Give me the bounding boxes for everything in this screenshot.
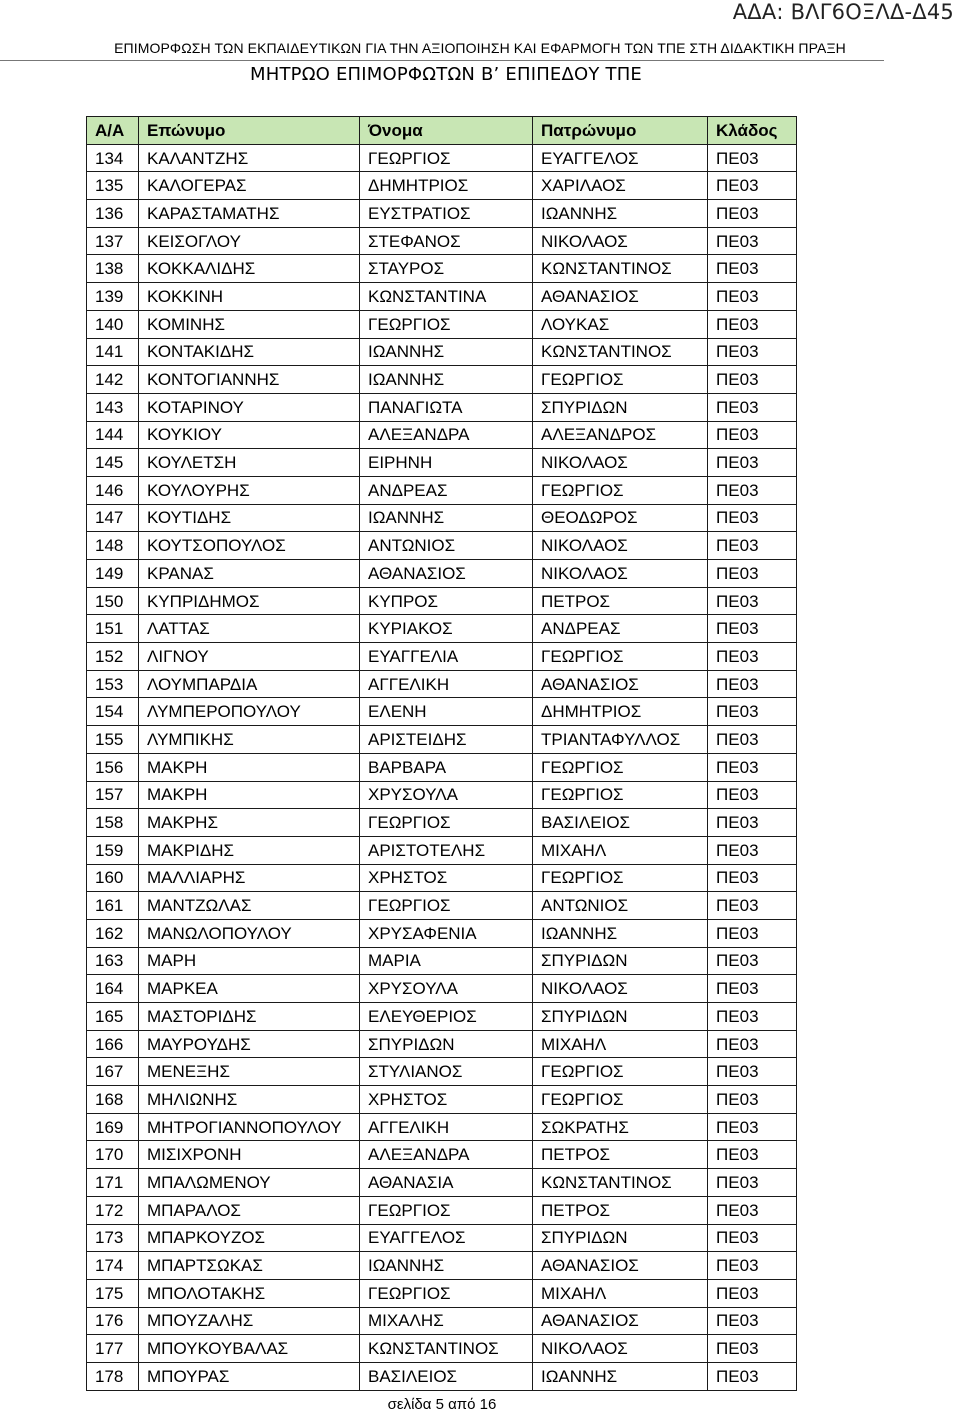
cell-father-name: ΔΗΜΗΤΡΙΟΣ <box>533 698 708 726</box>
cell-surname: ΚΥΠΡΙΔΗΜΟΣ <box>139 587 360 615</box>
cell-father-name: ΑΘΑΝΑΣΙΟΣ <box>533 670 708 698</box>
cell-aa: 148 <box>87 532 139 560</box>
cell-aa: 175 <box>87 1279 139 1307</box>
cell-father-name: ΑΝΤΩΝΙΟΣ <box>533 892 708 920</box>
cell-surname: ΜΑΚΡΙΔΗΣ <box>139 836 360 864</box>
cell-name: ΑΡΙΣΤΕΙΔΗΣ <box>360 726 533 754</box>
cell-name: ΓΕΩΡΓΙΟΣ <box>360 809 533 837</box>
cell-specialty: ΠΕ03 <box>708 975 797 1003</box>
cell-father-name: ΣΠΥΡΙΔΩΝ <box>533 393 708 421</box>
column-header-aa: Α/Α <box>87 117 139 145</box>
cell-surname: ΛΟΥΜΠΑΡΔΙΑ <box>139 670 360 698</box>
cell-father-name: ΕΥΑΓΓΕΛΟΣ <box>533 144 708 172</box>
program-title: ΕΠΙΜΟΡΦΩΣΗ ΤΩΝ ΕΚΠΑΙΔΕΥΤΙΚΩΝ ΓΙΑ ΤΗΝ ΑΞΙΟΠΟΙΗΣΗ ΚΑΙ ΕΦΑΡΜΟΓΗ ΤΩΝ ΤΠΕ ΣΤΗ ΔΙΔΑΚΤΙΚΗ ΠΡΑΞΗ <box>114 40 846 56</box>
table-row <box>87 144 797 172</box>
cell-name: ΜΑΡΙΑ <box>360 947 533 975</box>
cell-aa: 138 <box>87 255 139 283</box>
cell-aa: 154 <box>87 698 139 726</box>
cell-aa: 149 <box>87 560 139 588</box>
table-row <box>87 338 797 366</box>
cell-name: ΑΛΕΞΑΝΔΡΑ <box>360 1141 533 1169</box>
cell-father-name: ΑΘΑΝΑΣΙΟΣ <box>533 283 708 311</box>
cell-father-name: ΘΕΟΔΩΡΟΣ <box>533 504 708 532</box>
cell-name: ΧΡΗΣΤΟΣ <box>360 1086 533 1114</box>
cell-name: ΓΕΩΡΓΙΟΣ <box>360 892 533 920</box>
cell-father-name: ΜΙΧΑΗΛ <box>533 1030 708 1058</box>
cell-name: ΧΡΥΣΟΥΛΑ <box>360 975 533 1003</box>
cell-specialty: ΠΕ03 <box>708 1030 797 1058</box>
table-row <box>87 975 797 1003</box>
cell-aa: 169 <box>87 1113 139 1141</box>
cell-surname: ΚΟΝΤΟΓΙΑΝΝΗΣ <box>139 366 360 394</box>
cell-specialty: ΠΕ03 <box>708 1196 797 1224</box>
cell-surname: ΜΑΡΚΕΑ <box>139 975 360 1003</box>
cell-surname: ΜΑΣΤΟΡΙΔΗΣ <box>139 1003 360 1031</box>
cell-father-name: ΣΩΚΡΑΤΗΣ <box>533 1113 708 1141</box>
cell-specialty: ΠΕ03 <box>708 560 797 588</box>
cell-aa: 135 <box>87 172 139 200</box>
cell-aa: 168 <box>87 1086 139 1114</box>
cell-specialty: ΠΕ03 <box>708 615 797 643</box>
cell-specialty: ΠΕ03 <box>708 781 797 809</box>
table-row <box>87 1279 797 1307</box>
cell-specialty: ΠΕ03 <box>708 393 797 421</box>
cell-father-name: ΣΠΥΡΙΔΩΝ <box>533 1224 708 1252</box>
cell-specialty: ΠΕ03 <box>708 1003 797 1031</box>
cell-name: ΧΡΥΣΟΥΛΑ <box>360 781 533 809</box>
cell-name: ΙΩΑΝΝΗΣ <box>360 1252 533 1280</box>
column-header-surname: Επώνυμο <box>139 117 360 145</box>
cell-specialty: ΠΕ03 <box>708 227 797 255</box>
cell-specialty: ΠΕ03 <box>708 504 797 532</box>
cell-name: ΧΡΗΣΤΟΣ <box>360 864 533 892</box>
cell-father-name: ΙΩΑΝΝΗΣ <box>533 1362 708 1390</box>
cell-surname: ΜΠΑΡΚΟΥΖΟΣ <box>139 1224 360 1252</box>
cell-name: ΑΛΕΞΑΝΔΡΑ <box>360 421 533 449</box>
cell-aa: 158 <box>87 809 139 837</box>
cell-specialty: ΠΕ03 <box>708 836 797 864</box>
cell-name: ΓΕΩΡΓΙΟΣ <box>360 144 533 172</box>
cell-surname: ΚΟΥΛΕΤΣΗ <box>139 449 360 477</box>
cell-name: ΜΙΧΑΛΗΣ <box>360 1307 533 1335</box>
cell-father-name: ΑΘΑΝΑΣΙΟΣ <box>533 1307 708 1335</box>
cell-aa: 161 <box>87 892 139 920</box>
cell-specialty: ΠΕ03 <box>708 449 797 477</box>
cell-aa: 156 <box>87 753 139 781</box>
cell-surname: ΚΑΛΑΝΤΖΗΣ <box>139 144 360 172</box>
cell-specialty: ΠΕ03 <box>708 476 797 504</box>
cell-surname: ΚΑΛΟΓΕΡΑΣ <box>139 172 360 200</box>
table-row <box>87 200 797 228</box>
cell-surname: ΜΠΟΛΟΤΑΚΗΣ <box>139 1279 360 1307</box>
cell-father-name: ΓΕΩΡΓΙΟΣ <box>533 1086 708 1114</box>
table-row <box>87 587 797 615</box>
table-row <box>87 476 797 504</box>
cell-father-name: ΓΕΩΡΓΙΟΣ <box>533 753 708 781</box>
cell-aa: 178 <box>87 1362 139 1390</box>
cell-aa: 160 <box>87 864 139 892</box>
cell-specialty: ΠΕ03 <box>708 643 797 671</box>
cell-surname: ΚΟΚΚΙΝΗ <box>139 283 360 311</box>
cell-father-name: ΓΕΩΡΓΙΟΣ <box>533 1058 708 1086</box>
table-row <box>87 172 797 200</box>
cell-aa: 166 <box>87 1030 139 1058</box>
cell-father-name: ΜΙΧΑΗΛ <box>533 1279 708 1307</box>
table-row <box>87 781 797 809</box>
cell-aa: 177 <box>87 1335 139 1363</box>
cell-aa: 165 <box>87 1003 139 1031</box>
cell-specialty: ΠΕ03 <box>708 421 797 449</box>
table-row <box>87 615 797 643</box>
cell-name: ΑΘΑΝΑΣΙΑ <box>360 1169 533 1197</box>
cell-specialty: ΠΕ03 <box>708 726 797 754</box>
cell-name: ΕΥΑΓΓΕΛΟΣ <box>360 1224 533 1252</box>
cell-surname: ΚΡΑΝΑΣ <box>139 560 360 588</box>
cell-aa: 136 <box>87 200 139 228</box>
cell-surname: ΜΠΑΡΤΣΩΚΑΣ <box>139 1252 360 1280</box>
column-header-name: Όνομα <box>360 117 533 145</box>
cell-specialty: ΠΕ03 <box>708 809 797 837</box>
table-body <box>87 144 797 1390</box>
table-row <box>87 532 797 560</box>
table-row <box>87 753 797 781</box>
cell-name: ΣΤΕΦΑΝΟΣ <box>360 227 533 255</box>
cell-surname: ΛΙΓΝΟΥ <box>139 643 360 671</box>
cell-specialty: ΠΕ03 <box>708 1058 797 1086</box>
cell-father-name: ΠΕΤΡΟΣ <box>533 587 708 615</box>
cell-father-name: ΚΩΝΣΤΑΝΤΙΝΟΣ <box>533 1169 708 1197</box>
cell-specialty: ΠΕ03 <box>708 532 797 560</box>
cell-father-name: ΓΕΩΡΓΙΟΣ <box>533 781 708 809</box>
cell-father-name: ΝΙΚΟΛΑΟΣ <box>533 227 708 255</box>
table-row <box>87 504 797 532</box>
table-row <box>87 809 797 837</box>
cell-specialty: ΠΕ03 <box>708 366 797 394</box>
cell-name: ΣΤΥΛΙΑΝΟΣ <box>360 1058 533 1086</box>
cell-father-name: ΠΕΤΡΟΣ <box>533 1141 708 1169</box>
cell-specialty: ΠΕ03 <box>708 1169 797 1197</box>
table-row <box>87 1086 797 1114</box>
cell-specialty: ΠΕ03 <box>708 200 797 228</box>
table-row <box>87 1003 797 1031</box>
cell-name: ΓΕΩΡΓΙΟΣ <box>360 1279 533 1307</box>
cell-specialty: ΠΕ03 <box>708 1252 797 1280</box>
table-row <box>87 836 797 864</box>
cell-aa: 167 <box>87 1058 139 1086</box>
table-row <box>87 366 797 394</box>
cell-specialty: ΠΕ03 <box>708 1279 797 1307</box>
cell-name: ΓΕΩΡΓΙΟΣ <box>360 1196 533 1224</box>
cell-father-name: ΚΩΝΣΤΑΝΤΙΝΟΣ <box>533 255 708 283</box>
cell-aa: 142 <box>87 366 139 394</box>
cell-aa: 144 <box>87 421 139 449</box>
cell-name: ΙΩΑΝΝΗΣ <box>360 504 533 532</box>
cell-father-name: ΓΕΩΡΓΙΟΣ <box>533 476 708 504</box>
cell-name: ΕΛΕΝΗ <box>360 698 533 726</box>
cell-father-name: ΣΠΥΡΙΔΩΝ <box>533 947 708 975</box>
cell-aa: 157 <box>87 781 139 809</box>
cell-surname: ΚΟΥΤΣΟΠΟΥΛΟΣ <box>139 532 360 560</box>
cell-specialty: ΠΕ03 <box>708 172 797 200</box>
cell-surname: ΜΠΟΥΚΟΥΒΑΛΑΣ <box>139 1335 360 1363</box>
cell-aa: 164 <box>87 975 139 1003</box>
cell-aa: 147 <box>87 504 139 532</box>
cell-father-name: ΑΛΕΞΑΝΔΡΟΣ <box>533 421 708 449</box>
cell-name: ΕΥΣΤΡΑΤΙΟΣ <box>360 200 533 228</box>
table-row <box>87 1224 797 1252</box>
table-row <box>87 643 797 671</box>
table-row <box>87 1030 797 1058</box>
cell-father-name: ΝΙΚΟΛΑΟΣ <box>533 449 708 477</box>
cell-aa: 163 <box>87 947 139 975</box>
cell-surname: ΜΠΑΡΑΛΟΣ <box>139 1196 360 1224</box>
cell-father-name: ΜΙΧΑΗΛ <box>533 836 708 864</box>
cell-father-name: ΑΘΑΝΑΣΙΟΣ <box>533 1252 708 1280</box>
cell-specialty: ΠΕ03 <box>708 255 797 283</box>
cell-specialty: ΠΕ03 <box>708 1141 797 1169</box>
cell-father-name: ΝΙΚΟΛΑΟΣ <box>533 560 708 588</box>
cell-father-name: ΓΕΩΡΓΙΟΣ <box>533 864 708 892</box>
cell-father-name: ΙΩΑΝΝΗΣ <box>533 919 708 947</box>
cell-surname: ΚΟΤΑΡΙΝΟΥ <box>139 393 360 421</box>
cell-aa: 141 <box>87 338 139 366</box>
cell-specialty: ΠΕ03 <box>708 310 797 338</box>
cell-father-name: ΓΕΩΡΓΙΟΣ <box>533 643 708 671</box>
table-row <box>87 283 797 311</box>
table-row <box>87 449 797 477</box>
cell-father-name: ΙΩΑΝΝΗΣ <box>533 200 708 228</box>
registry-title: ΜΗΤΡΩΟ ΕΠΙΜΟΡΦΩΤΩΝ Β’ ΕΠΙΠΕΔΟΥ ΤΠΕ <box>250 64 643 85</box>
cell-surname: ΜΑΚΡΗ <box>139 781 360 809</box>
cell-specialty: ΠΕ03 <box>708 144 797 172</box>
cell-aa: 174 <box>87 1252 139 1280</box>
cell-father-name: ΛΟΥΚΑΣ <box>533 310 708 338</box>
table-row <box>87 1362 797 1390</box>
cell-surname: ΚΟΜΙΝΗΣ <box>139 310 360 338</box>
cell-specialty: ΠΕ03 <box>708 1307 797 1335</box>
cell-surname: ΜΗΤΡΟΓΙΑΝΝΟΠΟΥΛΟΥ <box>139 1113 360 1141</box>
table-row <box>87 560 797 588</box>
cell-father-name: ΓΕΩΡΓΙΟΣ <box>533 366 708 394</box>
table-row <box>87 1113 797 1141</box>
cell-father-name: ΑΝΔΡΕΑΣ <box>533 615 708 643</box>
cell-name: ΙΩΑΝΝΗΣ <box>360 366 533 394</box>
cell-aa: 153 <box>87 670 139 698</box>
table-row <box>87 1058 797 1086</box>
cell-aa: 139 <box>87 283 139 311</box>
cell-surname: ΛΑΤΤΑΣ <box>139 615 360 643</box>
cell-surname: ΚΟΚΚΑΛΙΔΗΣ <box>139 255 360 283</box>
cell-surname: ΜΙΣΙΧΡΟΝΗ <box>139 1141 360 1169</box>
table-row <box>87 255 797 283</box>
cell-specialty: ΠΕ03 <box>708 1362 797 1390</box>
cell-father-name: ΤΡΙΑΝΤΑΦΥΛΛΟΣ <box>533 726 708 754</box>
cell-father-name: ΝΙΚΟΛΑΟΣ <box>533 1335 708 1363</box>
cell-name: ΚΩΝΣΤΑΝΤΙΝΑ <box>360 283 533 311</box>
cell-name: ΕΛΕΥΘΕΡΙΟΣ <box>360 1003 533 1031</box>
cell-surname: ΜΑΥΡΟΥΔΗΣ <box>139 1030 360 1058</box>
cell-specialty: ΠΕ03 <box>708 1224 797 1252</box>
cell-surname: ΜΑΡΗ <box>139 947 360 975</box>
table-row <box>87 227 797 255</box>
ada-code: ΑΔΑ: ΒΛΓ6ΟΞΛΔ-Δ45 <box>732 0 954 24</box>
table-row <box>87 919 797 947</box>
cell-surname: ΛΥΜΠΙΚΗΣ <box>139 726 360 754</box>
cell-father-name: ΧΑΡΙΛΑΟΣ <box>533 172 708 200</box>
page-number: σελίδα 5 από 16 <box>387 1396 497 1413</box>
cell-name: ΑΓΓΕΛΙΚΗ <box>360 670 533 698</box>
cell-aa: 140 <box>87 310 139 338</box>
cell-aa: 137 <box>87 227 139 255</box>
cell-specialty: ΠΕ03 <box>708 1113 797 1141</box>
cell-specialty: ΠΕ03 <box>708 892 797 920</box>
cell-father-name: ΠΕΤΡΟΣ <box>533 1196 708 1224</box>
cell-name: ΣΠΥΡΙΔΩΝ <box>360 1030 533 1058</box>
cell-aa: 152 <box>87 643 139 671</box>
cell-specialty: ΠΕ03 <box>708 283 797 311</box>
cell-father-name: ΝΙΚΟΛΑΟΣ <box>533 532 708 560</box>
cell-aa: 155 <box>87 726 139 754</box>
cell-aa: 151 <box>87 615 139 643</box>
cell-father-name: ΒΑΣΙΛΕΙΟΣ <box>533 809 708 837</box>
cell-name: ΑΡΙΣΤΟΤΕΛΗΣ <box>360 836 533 864</box>
cell-name: ΒΑΣΙΛΕΙΟΣ <box>360 1362 533 1390</box>
cell-specialty: ΠΕ03 <box>708 753 797 781</box>
cell-aa: 146 <box>87 476 139 504</box>
cell-aa: 173 <box>87 1224 139 1252</box>
cell-aa: 170 <box>87 1141 139 1169</box>
table-row <box>87 393 797 421</box>
table-header-row <box>87 117 797 145</box>
cell-name: ΠΑΝΑΓΙΩΤΑ <box>360 393 533 421</box>
cell-name: ΕΙΡΗΝΗ <box>360 449 533 477</box>
header-divider <box>0 60 884 61</box>
cell-specialty: ΠΕ03 <box>708 587 797 615</box>
table-row <box>87 1307 797 1335</box>
cell-surname: ΜΑΚΡΗ <box>139 753 360 781</box>
cell-surname: ΚΟΥΤΙΔΗΣ <box>139 504 360 532</box>
cell-name: ΣΤΑΥΡΟΣ <box>360 255 533 283</box>
cell-aa: 162 <box>87 919 139 947</box>
table-row <box>87 1252 797 1280</box>
table-row <box>87 698 797 726</box>
cell-father-name: ΝΙΚΟΛΑΟΣ <box>533 975 708 1003</box>
cell-surname: ΚΕΙΣΟΓΛΟΥ <box>139 227 360 255</box>
cell-name: ΚΥΡΙΑΚΟΣ <box>360 615 533 643</box>
cell-name: ΑΓΓΕΛΙΚΗ <box>360 1113 533 1141</box>
cell-name: ΔΗΜΗΤΡΙΟΣ <box>360 172 533 200</box>
cell-specialty: ΠΕ03 <box>708 919 797 947</box>
cell-aa: 150 <box>87 587 139 615</box>
table-row <box>87 892 797 920</box>
cell-surname: ΚΟΥΚΙΟΥ <box>139 421 360 449</box>
cell-aa: 143 <box>87 393 139 421</box>
cell-specialty: ΠΕ03 <box>708 698 797 726</box>
table-row <box>87 670 797 698</box>
cell-aa: 171 <box>87 1169 139 1197</box>
column-header-specialty: Κλάδος <box>708 117 797 145</box>
table-row <box>87 1141 797 1169</box>
cell-surname: ΜΠΟΥΖΑΛΗΣ <box>139 1307 360 1335</box>
column-header-father-name: Πατρώνυμο <box>533 117 708 145</box>
cell-specialty: ΠΕ03 <box>708 1086 797 1114</box>
table-row <box>87 1335 797 1363</box>
table-row <box>87 1169 797 1197</box>
cell-specialty: ΠΕ03 <box>708 1335 797 1363</box>
cell-surname: ΜΠΟΥΡΑΣ <box>139 1362 360 1390</box>
cell-surname: ΚΟΝΤΑΚΙΔΗΣ <box>139 338 360 366</box>
table-row <box>87 726 797 754</box>
cell-name: ΕΥΑΓΓΕΛΙΑ <box>360 643 533 671</box>
cell-surname: ΛΥΜΠΕΡΟΠΟΥΛΟΥ <box>139 698 360 726</box>
table-row <box>87 1196 797 1224</box>
cell-aa: 176 <box>87 1307 139 1335</box>
cell-aa: 145 <box>87 449 139 477</box>
cell-father-name: ΣΠΥΡΙΔΩΝ <box>533 1003 708 1031</box>
registry-table <box>86 116 797 1391</box>
cell-name: ΙΩΑΝΝΗΣ <box>360 338 533 366</box>
cell-aa: 159 <box>87 836 139 864</box>
cell-aa: 172 <box>87 1196 139 1224</box>
cell-surname: ΜΑΛΛΙΑΡΗΣ <box>139 864 360 892</box>
cell-father-name: ΚΩΝΣΤΑΝΤΙΝΟΣ <box>533 338 708 366</box>
table-row <box>87 864 797 892</box>
cell-name: ΑΘΑΝΑΣΙΟΣ <box>360 560 533 588</box>
cell-name: ΒΑΡΒΑΡΑ <box>360 753 533 781</box>
cell-surname: ΚΑΡΑΣΤΑΜΑΤΗΣ <box>139 200 360 228</box>
cell-name: ΚΩΝΣΤΑΝΤΙΝΟΣ <box>360 1335 533 1363</box>
cell-surname: ΜΑΚΡΗΣ <box>139 809 360 837</box>
table-row <box>87 947 797 975</box>
cell-surname: ΜΑΝΩΛΟΠΟΥΛΟΥ <box>139 919 360 947</box>
cell-name: ΧΡΥΣΑΦΕΝΙΑ <box>360 919 533 947</box>
cell-surname: ΜΠΑΛΩΜΕΝΟΥ <box>139 1169 360 1197</box>
cell-surname: ΜΑΝΤΖΩΛΑΣ <box>139 892 360 920</box>
cell-specialty: ΠΕ03 <box>708 864 797 892</box>
table-row <box>87 310 797 338</box>
table-row <box>87 421 797 449</box>
cell-aa: 134 <box>87 144 139 172</box>
cell-name: ΑΝΔΡΕΑΣ <box>360 476 533 504</box>
cell-name: ΑΝΤΩΝΙΟΣ <box>360 532 533 560</box>
cell-specialty: ΠΕ03 <box>708 947 797 975</box>
cell-name: ΓΕΩΡΓΙΟΣ <box>360 310 533 338</box>
cell-surname: ΜΗΛΙΩΝΗΣ <box>139 1086 360 1114</box>
cell-specialty: ΠΕ03 <box>708 670 797 698</box>
cell-surname: ΚΟΥΛΟΥΡΗΣ <box>139 476 360 504</box>
cell-specialty: ΠΕ03 <box>708 338 797 366</box>
cell-surname: ΜΕΝΕΞΗΣ <box>139 1058 360 1086</box>
cell-name: ΚΥΠΡΟΣ <box>360 587 533 615</box>
